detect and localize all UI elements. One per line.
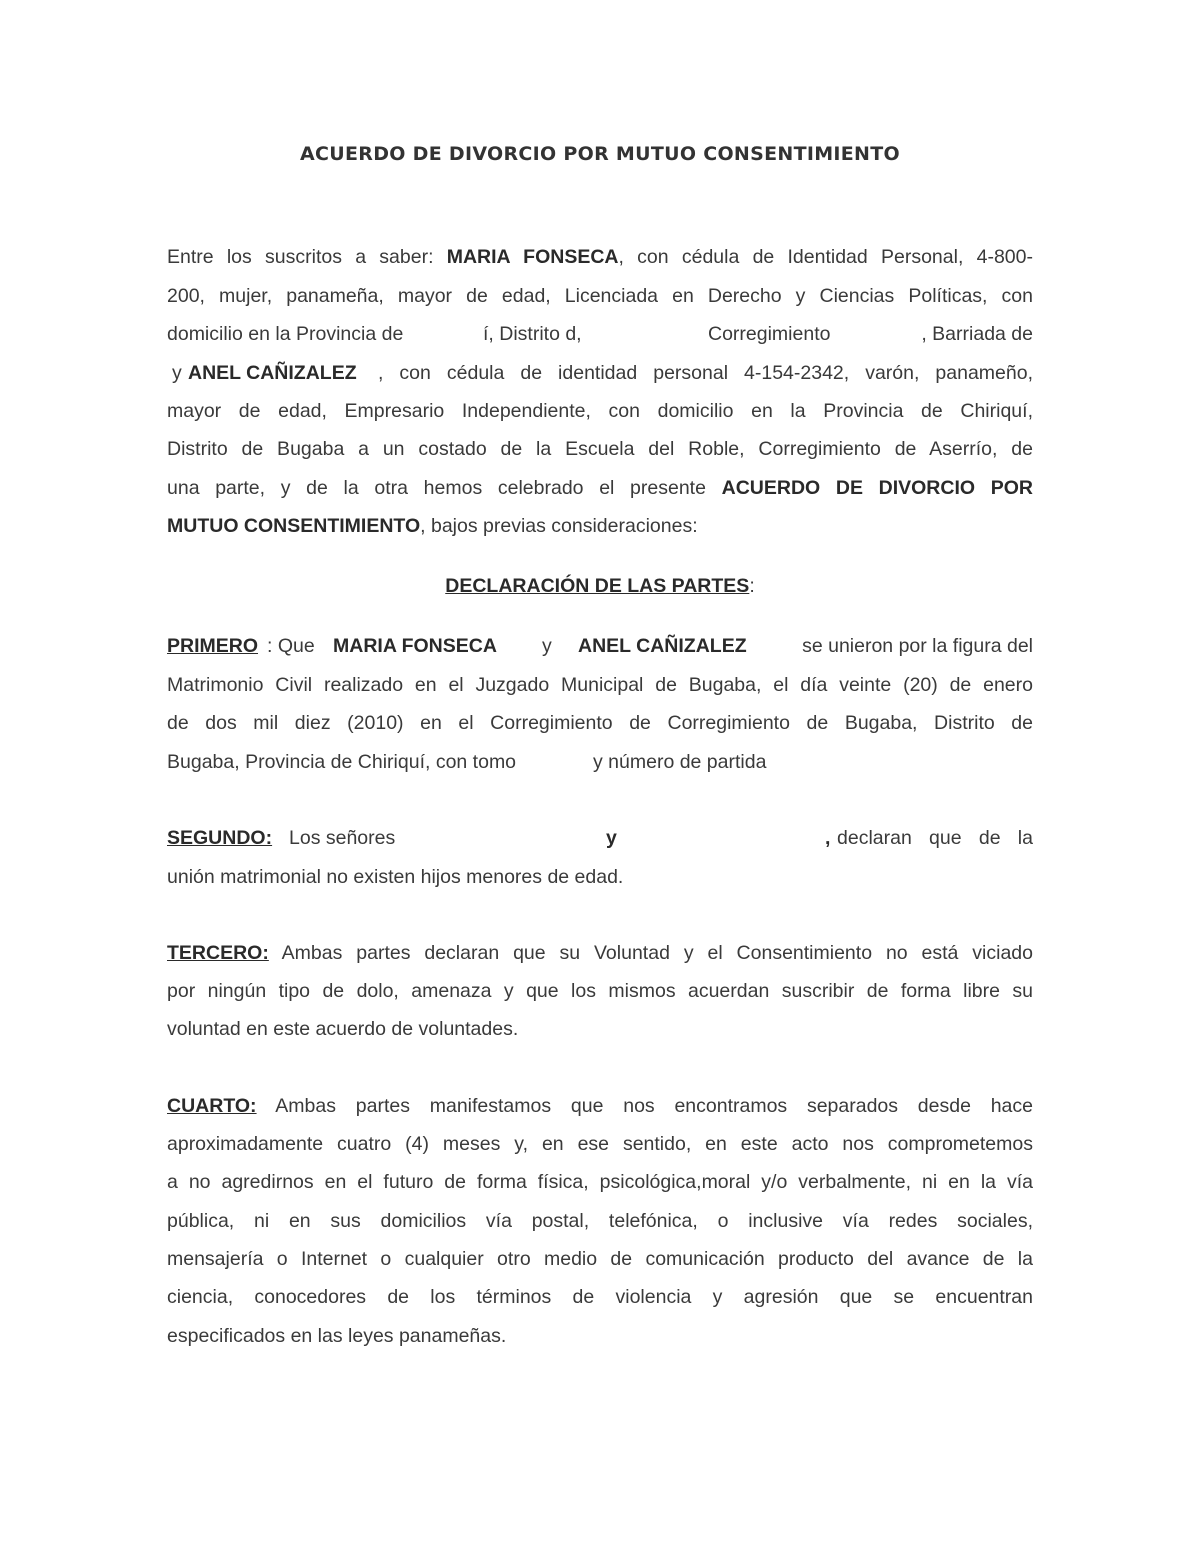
tercero-line-1: TERCERO: Ambas partes declaran que su Voluntad y el Consentimiento no está viciado bbox=[167, 942, 1033, 964]
cuarto-line-4: pública, ni en sus domicilios vía postal, telefónica, o inclusive vía redes sociales, bbox=[167, 1210, 1033, 1232]
cuarto-label: CUARTO: bbox=[167, 1095, 257, 1117]
primero-line-2: Matrimonio Civil realizado en el Juzgado Municipal de Bugaba, el día veinte (20) de enero bbox=[167, 674, 1033, 696]
segundo-label: SEGUNDO: bbox=[167, 827, 273, 849]
intro-line-4: y ANEL CAÑIZALEZ , con cédula de identidad personal 4-154-2342, varón, panameño, bbox=[172, 362, 1033, 384]
segundo-line-1: SEGUNDO: Los señores y , declaran que de la bbox=[167, 827, 1033, 849]
party-name-2: ANEL CAÑIZALEZ bbox=[188, 362, 357, 384]
document-title: ACUERDO DE DIVORCIO POR MUTUO CONSENTIMIENTO bbox=[300, 143, 900, 165]
primero-line-3: de dos mil diez (2010) en el Corregimiento de Corregimiento de Bugaba, Distrito de bbox=[167, 712, 1033, 734]
intro-line-8: MUTUO CONSENTIMIENTO, bajos previas consideraciones: bbox=[167, 515, 698, 537]
tercero-label: TERCERO: bbox=[167, 942, 269, 964]
declaration-heading: DECLARACIÓN DE LAS PARTES: bbox=[445, 575, 755, 597]
intro-line-1: Entre los suscritos a saber: MARIA FONSECA, con cédula de Identidad Personal, 4-800- bbox=[167, 246, 1033, 268]
primero-label: PRIMERO bbox=[167, 635, 259, 657]
cuarto-line-2: aproximadamente cuatro (4) meses y, en ese sentido, en este acto nos comprometemos bbox=[167, 1133, 1033, 1155]
cuarto-line-3: a no agredirnos en el futuro de forma física, psicológica,moral y/o verbalmente, ni en la vía bbox=[167, 1171, 1033, 1193]
segundo-line-2: unión matrimonial no existen hijos menores de edad. bbox=[167, 866, 624, 888]
intro-line-2: 200, mujer, panameña, mayor de edad, Licenciada en Derecho y Ciencias Políticas, con bbox=[167, 285, 1033, 307]
intro-line-7: una parte, y de la otra hemos celebrado el presente ACUERDO DE DIVORCIO POR bbox=[167, 477, 1033, 499]
primero-line-1: PRIMERO : Que MARIA FONSECA y ANEL CAÑIZALEZ se unieron por la figura del bbox=[167, 635, 1033, 657]
primero-line-4: Bugaba, Provincia de Chiriquí, con tomo y número de partida bbox=[167, 751, 767, 773]
cuarto-line-1: CUARTO: Ambas partes manifestamos que nos encontramos separados desde hace bbox=[167, 1095, 1033, 1117]
party-name-1: MARIA FONSECA bbox=[446, 246, 619, 268]
tercero-line-3: voluntad en este acuerdo de voluntades. bbox=[167, 1018, 519, 1040]
cuarto-line-5: mensajería o Internet o cualquier otro medio de comunicación producto del avance de la bbox=[167, 1248, 1033, 1270]
cuarto-line-6: ciencia, conocedores de los términos de violencia y agresión que se encuentran bbox=[167, 1286, 1033, 1308]
cuarto-line-7: especificados en las leyes panameñas. bbox=[167, 1325, 507, 1347]
tercero-line-2: por ningún tipo de dolo, amenaza y que los mismos acuerdan suscribir de forma libre su bbox=[167, 980, 1033, 1002]
intro-line-6: Distrito de Bugaba a un costado de la Escuela del Roble, Corregimiento de Aserrío, de bbox=[167, 438, 1033, 460]
intro-line-5: mayor de edad, Empresario Independiente, con domicilio en la Provincia de Chiriquí, bbox=[167, 400, 1033, 422]
intro-line-3: domicilio en la Provincia de í, Distrito d, Corregimiento , Barriada de bbox=[167, 323, 1033, 345]
